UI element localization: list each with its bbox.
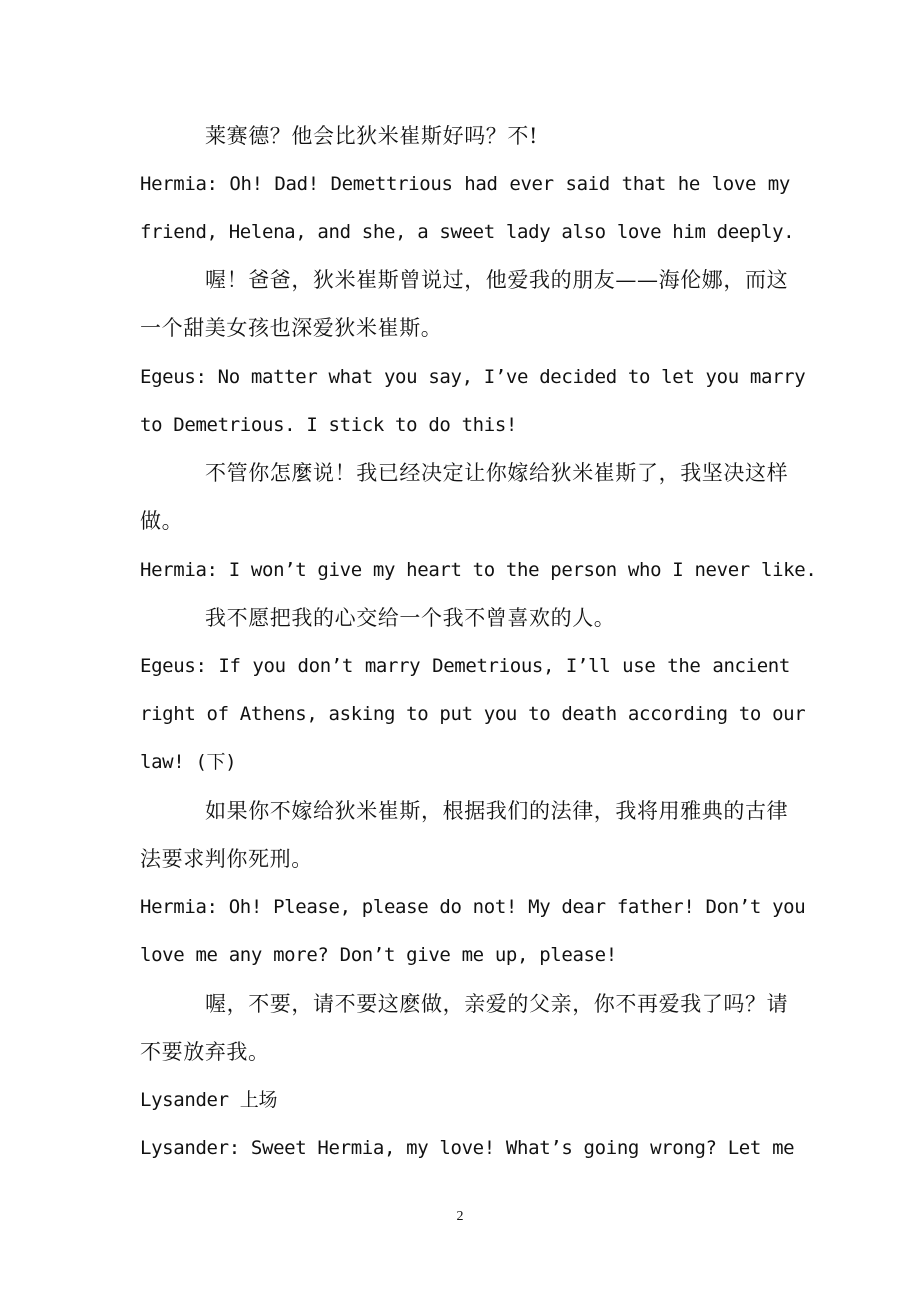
text-line: 喔，不要，请不要这麽做，亲爱的父亲，你不再爱我了吗？请 [205,992,789,1016]
text-line: 不要放弃我。 [140,1040,270,1064]
text-line: Lysander: Sweet Hermia, my love! What’s going wrong? Let me [140,1137,795,1159]
page-number: 2 [456,1209,464,1224]
text-line: 做。 [140,509,184,533]
text-line: 如果你不嫁给狄米崔斯，根据我们的法律，我将用雅典的古律 [205,799,789,823]
text-line: right of Athens, asking to put you to death according to our [140,703,806,725]
text-line: law! (下) [140,751,237,773]
text-line: Lysander 上场 [140,1089,278,1111]
text-line: friend, Helena, and she, a sweet lady also love him deeply. [140,221,795,243]
text-line: 喔！爸爸，狄米崔斯曾说过，他爱我的朋友——海伦娜，而这 [205,268,789,292]
text-line: Egeus: No matter what you say, I’ve decided to let you marry [140,366,806,388]
text-line: Egeus: If you don’t marry Demetrious, I’ll use the ancient [140,655,790,677]
text-line: to Demetrious. I stick to do this! [140,414,518,436]
text-line: Hermia: Oh! Please, please do not! My dear father! Don’t you [140,896,806,918]
text-line: 我不愿把我的心交给一个我不曾喜欢的人。 [205,606,616,630]
text-line: Hermia: Oh! Dad! Demettrious had ever said that he love my [140,173,790,195]
text-line: Hermia: I won’t give my heart to the person who I never like. [140,559,817,581]
text-line: 一个甜美女孩也深爱狄米崔斯。 [140,316,443,340]
text-line: 不管你怎麼说！我已经决定让你嫁给狄米崔斯了，我坚决这样 [205,461,789,485]
text-line: love me any more? Don’t give me up, please! [140,944,617,966]
text-line: 法要求判你死刑。 [140,847,313,871]
text-line: 莱赛德？他会比狄米崔斯好吗？不! [205,124,539,148]
